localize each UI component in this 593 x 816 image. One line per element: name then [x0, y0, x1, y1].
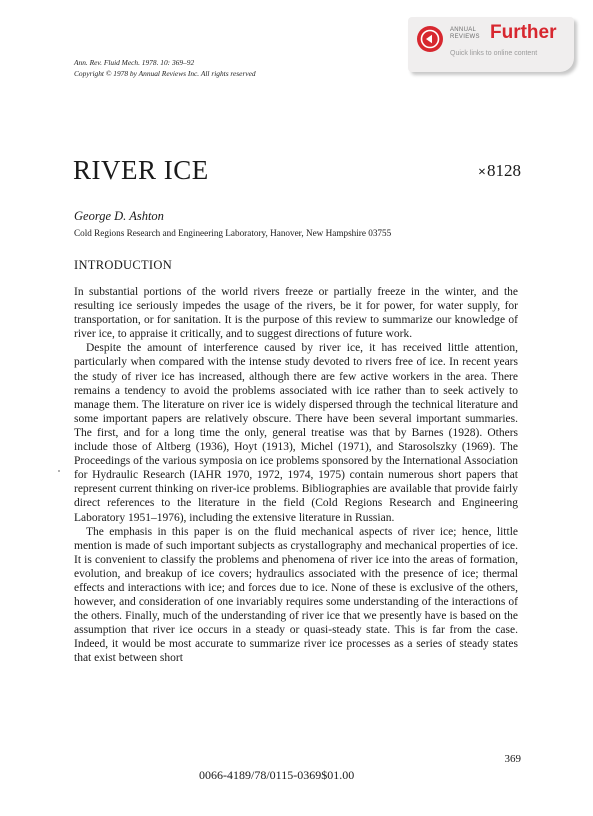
page-number: 369	[504, 753, 521, 765]
article-code	[478, 161, 521, 183]
annual-reviews-label	[450, 27, 480, 41]
paragraph-3: The emphasis in this paper is on the fluid mechanical aspects of river ice; hence, little mention is made of such important subjects as crystallography and mechanical properties of ice. It is convenient to classify the problems and phenomena of river ice into the areas of formation, evolution, and breakup of ice covers; hydraulics associated with the presence of ice; thermal effects and interactions with ice; and forces due to ice. None of these is exclusive of the others, however, and consideration of one invariably requires some understanding of the interactions of the others. Finally, much of the understanding of river ice that we presently have is based on the assumption that river ice occurs in a steady or quasi-steady state. This is far from the case. Indeed, it would be most accurate to summarize river ice processes as a series of steady states that exist between short	[74, 525, 518, 665]
article-code-footer: 0066-4189/78/0115-0369$01.00	[199, 768, 355, 782]
citation-line-2: Copyright © 1978 by Annual Reviews Inc. All rights reserved	[74, 69, 256, 78]
paragraph-2: Despite the amount of interference caused by river ice, it has received little attention, particularly when compared with the intense study devoted to rivers free of ice. In recent years the study of river ice has increased, although there are few active workers in the area. There remains a tendency to avoid the problems associated with ice rather than to seek actively to manage them. The literature on river ice is widely dispersed through the technical literature and some important papers are relatively obscure. There have been several important summaries. The first, and for a long time the only, general treatise was that by Barnes (1928). Others include those of Altberg (1936), Hoyt (1913), Michel (1971), and Starosolszky (1969). The Proceedings of the various symposia on ice problems sponsored by the International Association for Hydraulic Research (IAHR 1970, 1972, 1974, 1975) contain numerous short papers that represent current thinking on river-ice problems. Bibliographies are available that provide fairly direct references to the literature in the field (Cold Regions Research and Engineering Laboratory 1951–1976), including the extensive literature in Russian.	[74, 342, 518, 524]
left-arrow-circle-icon	[417, 26, 443, 52]
reviews-label: REVIEWS	[450, 34, 480, 40]
code-number: 8128	[487, 161, 521, 180]
section-heading: INTRODUCTION	[74, 258, 173, 272]
paragraph-1: In substantial portions of the world rivers freeze or partially freeze in the winter, and the resulting ice seriously impedes the usage of the rivers, be it for power, for water supply, for transportation, or for sanitation. It is the purpose of this review to summarize our knowledge of river ice, to appraise it critically, and to suggest directions of future work.	[74, 286, 518, 341]
article-title: RIVER ICE	[73, 155, 209, 185]
author-name: George D. Ashton	[74, 209, 164, 223]
author-affiliation: Cold Regions Research and Engineering Laboratory, Hanover, New Hampshire 03755	[74, 228, 392, 238]
annual-label: ANNUAL	[450, 27, 477, 33]
further-label: Further	[490, 22, 557, 43]
journal-citation	[74, 57, 256, 79]
code-mark: ×	[478, 165, 486, 180]
further-links-banner[interactable]	[408, 17, 574, 72]
banner-tagline: Quick links to online content	[450, 50, 538, 57]
margin-mark	[58, 470, 60, 472]
article-body	[74, 285, 518, 666]
citation-line-1: Ann. Rev. Fluid Mech. 1978. 10: 369–92	[74, 58, 195, 67]
